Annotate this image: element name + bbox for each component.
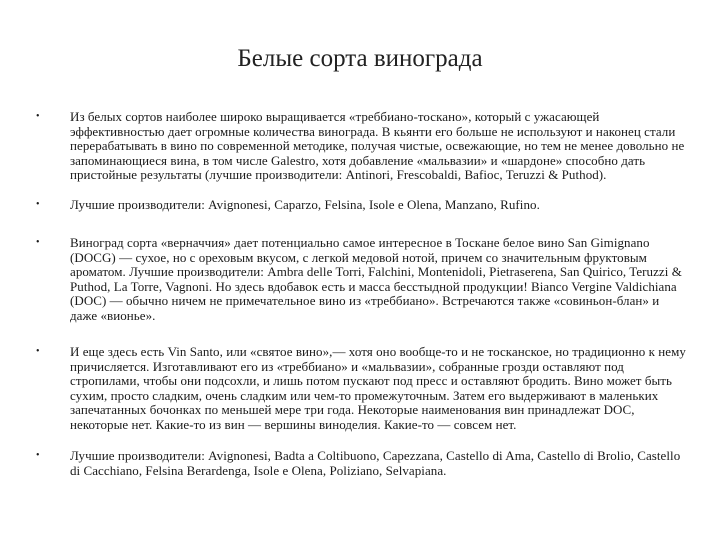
bullet-text: Лучшие производители: Avignonesi, Badta a Coltibuono, Capezzana, Castello di Ama, Castello di Brolio, Castello di Cacchiano, Felsina Berardenga, Isole e Olena, Poliziano, Selvapiana. (70, 448, 681, 478)
bullet-item (36, 345, 686, 433)
bullet-text: Виноград сорта «верначчия» дает потенциально самое интересное в Тоскане белое вино San Gimignano (DOCG) — сухое, но с ореховым вкусом, с легкой медовой нотой, причем со значительным фруктовым ароматом. Лучшие производители: Ambra delle Torri, Falchini, Montenidoli, Pietraserena, San Quirico, Teruzzi & Puthod, La Torre, Vagnoni. Но здесь вдобавок есть и масса бесстыдной продукции! Bianco Vergine Valdichiana (DOC) — обычно ничем не примечательное вино из «треббиано». Встречаются также «совиньон-блан» и даже «вионье». (70, 235, 682, 323)
bullet-text: Лучшие производители: Avignonesi, Caparzo, Felsina, Isole e Olena, Manzano, Rufino. (70, 197, 540, 212)
bullet-icon: • (36, 450, 40, 461)
bullet-item (36, 110, 686, 183)
bullet-item (36, 449, 686, 478)
bullet-icon: • (36, 346, 40, 357)
bullet-item (36, 236, 686, 324)
bullet-icon: • (36, 111, 40, 122)
bullet-text: И еще здесь есть Vin Santo, или «святое вино»,— хотя оно вообще-то и не тосканское, но традиционно к нему причисляется. Изготавливают его из «треббиано» и «мальвазии», собранные грозди оставляют под стропилами, чтобы они подсохли, и лишь потом пускают под пресс и оставляют бродить. Вино может быть сухим, просто сладким, очень сладким или чем-то промежуточным. Затем его выдерживают в маленьких запечатанных бочонках по меньшей мере три года. Некоторые наименования вин принадлежат DOC, некоторые нет. Какие-то из вин — вершины виноделия. Какие-то — совсем нет. (70, 344, 686, 432)
bullet-icon: • (36, 199, 40, 210)
bullet-item (36, 198, 686, 213)
slide-title: Белые сорта винограда (237, 45, 483, 72)
bullet-icon: • (36, 237, 40, 248)
bullet-text: Из белых сортов наиболее широко выращивается «треббиано-тоскано», который с ужасающей эффективностью дает огромные количества винограда. В кьянти его больше не используют и наконец стали перерабатывать в вино по современной методике, получая чистые, освежающие, но тем не менее довольно не запоминающиеся вина, в том числе Galestro, хотя добавление «мальвазии» и «шардоне» способно дать пристойные результаты (лучшие производители: Antinori, Frescobaldi, Bafioc, Teruzzi & Puthod). (70, 109, 685, 183)
